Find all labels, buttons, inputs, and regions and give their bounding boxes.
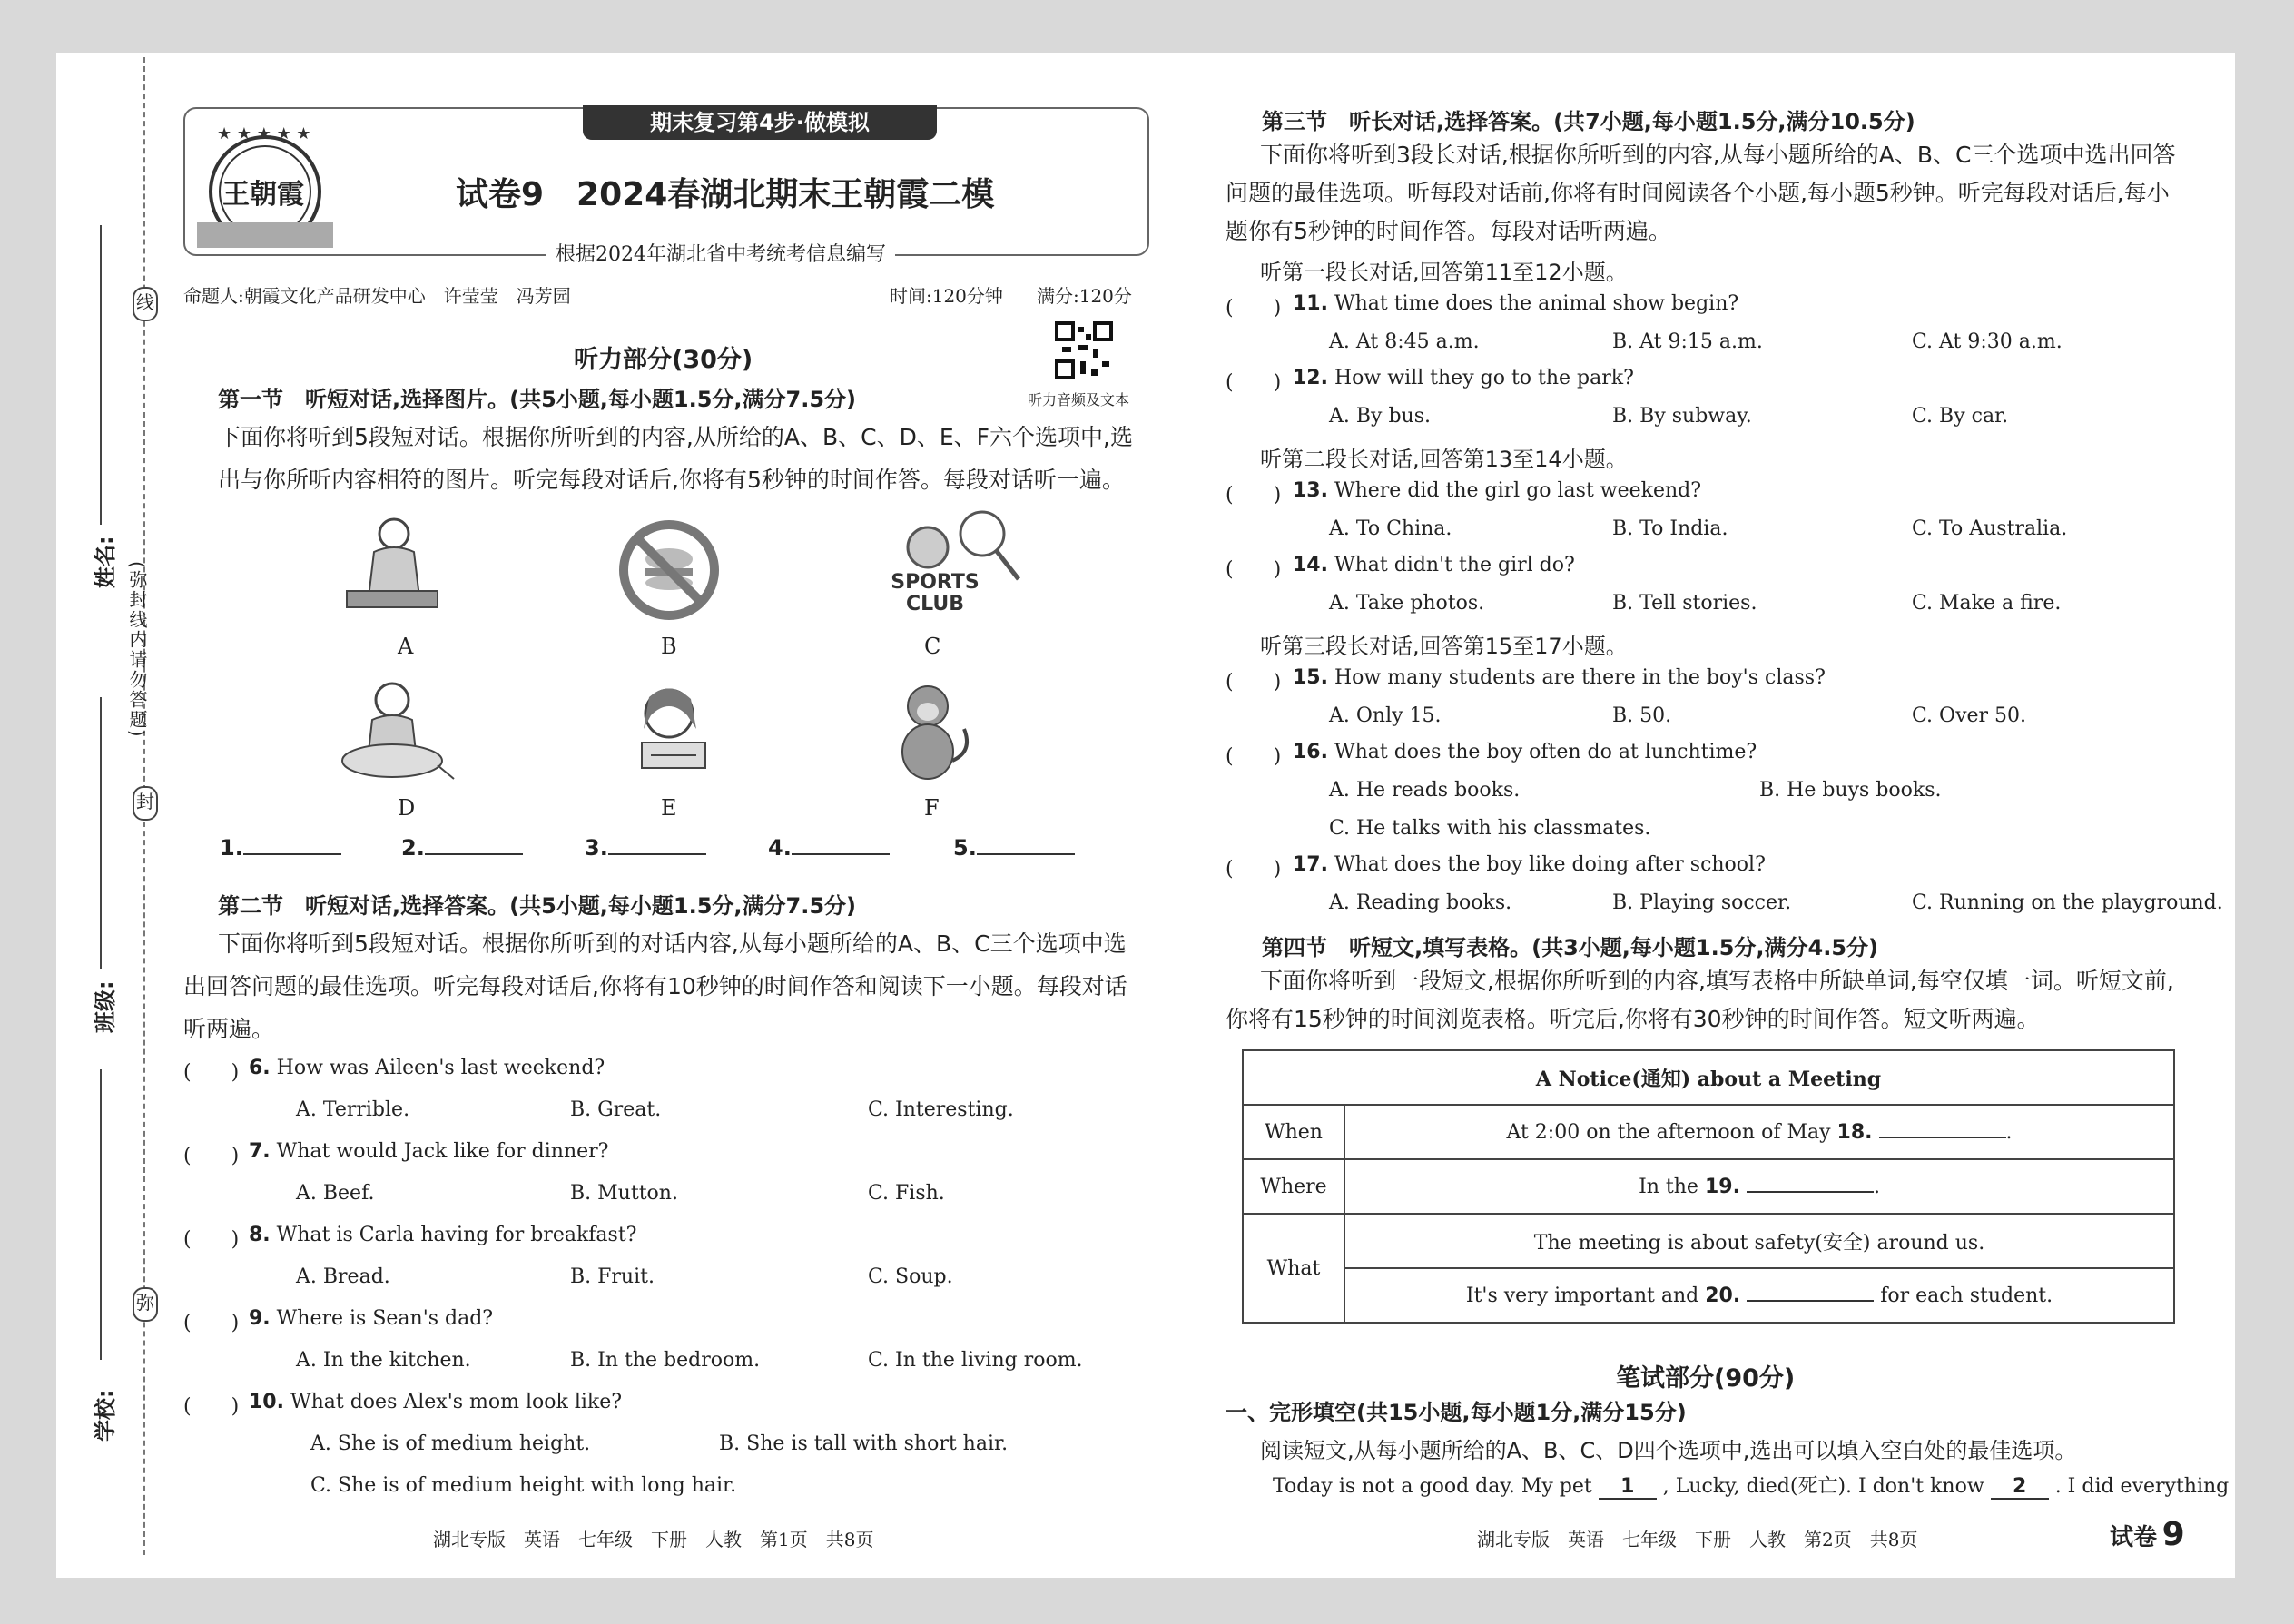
section1-instructions: 下面你将听到5段短对话。根据你所听到的内容,从所给的A、B、C、D、E、F六个选项中,选出与你所听内容相符的图片。听完每段对话后,你将有5秒钟的时间作答。每段对话听一遍。 [218,424,1133,493]
picture-b [615,516,724,625]
sports-club-text: SPORTS CLUB [891,571,980,615]
paper-number: 9 [2161,1516,2185,1553]
step-banner: 期末复习第4步·做模拟 [583,105,937,140]
question-text: What would Jack like for dinner? [276,1140,609,1163]
option: B. Fruit. [570,1265,655,1288]
name-line [100,225,102,525]
woman-washing-icon [329,674,456,792]
question-number: 19. [1704,1175,1740,1198]
option: C. Interesting. [868,1098,1014,1121]
answer-paren[interactable]: ( ) [183,1228,240,1251]
option: C. Make a fire. [1912,592,2062,615]
picture-label-b: B [661,634,677,659]
where-cell: In the 19. . [1344,1159,2174,1214]
picture-f [878,679,978,788]
option: A. Terrible. [296,1098,410,1121]
passage-text: Today is not a good day. My pet [1273,1475,1592,1498]
cloze-passage [1273,1471,2229,1500]
picture-a [338,511,447,638]
answer-paren[interactable]: ( ) [1226,671,1282,694]
binding-mark-xian: 线 [133,287,158,321]
blank-number: 3. [585,835,608,861]
picture-label-e: E [661,795,677,821]
picture-d [329,674,456,792]
qr-code-icon [1055,321,1113,379]
cloze-blank-1[interactable]: 1 [1599,1475,1657,1500]
answer-blank-1[interactable] [220,835,341,861]
svg-text:★ ★ ★ ★ ★: ★ ★ ★ ★ ★ [217,124,311,143]
option: C. She is of medium height with long hair. [310,1474,737,1497]
school-label: 学校: [93,1389,118,1442]
question-9 [249,1307,493,1330]
answer-blank-20[interactable] [1747,1300,1874,1302]
option: B. Tell stories. [1612,592,1757,615]
group1-note: 听第一段长对话,回答第11至12小题。 [1260,260,1628,285]
when-text: At 2:00 on the afternoon of May [1506,1120,1831,1144]
cloze-blank-2[interactable]: 2 [1991,1475,2049,1500]
class-label: 班级: [93,980,118,1033]
listening-heading: 听力部分(30分) [574,346,753,374]
answer-blank-18[interactable] [1879,1137,2006,1138]
question-number: 12. [1293,367,1328,389]
name-label: 姓名: [93,536,118,588]
answer-paren[interactable]: ( ) [1226,558,1282,581]
answer-blank-4[interactable] [768,835,890,861]
section2-instructions: 下面你将听到5段短对话。根据你所听到的对话内容,从每小题所给的A、B、C三个选项中选出回答问题的最佳选项。听完每段对话后,你将有10秒钟的时间作答和阅读下一小题。每段对话听两遍。 [183,930,1127,1042]
option: C. Running on the playground. [1912,891,2223,914]
option: B. At 9:15 a.m. [1612,330,1763,353]
section3-instructions: 下面你将听到3段长对话,根据你所听到的内容,从每小题所给的A、B、C三个选项中选出回答问题的最佳选项。听每段对话前,你将有时间阅读各个小题,每小题5秒钟。听完每段对话后,每小题你有5秒钟的时间作答。每段对话听两遍。 [1226,142,2176,244]
option: B. Mutton. [570,1182,678,1205]
what-text-pre: It's very important and [1465,1284,1699,1307]
no-burger-icon [615,516,724,625]
group3-note: 听第三段长对话,回答第15至17小题。 [1260,634,1628,659]
passage-text: , Lucky, died(死亡). I don't know [1662,1475,1984,1498]
notice-table [1242,1049,2175,1324]
binding-notice: (弥封线内请勿答题) [126,561,148,739]
answer-blank-19[interactable] [1747,1191,1874,1193]
full-score: 满分:120分 [1037,285,1132,307]
picture-e [624,679,724,788]
answer-paren[interactable]: ( ) [183,1395,240,1418]
option: C. In the living room. [868,1349,1083,1372]
answer-paren[interactable]: ( ) [1226,484,1282,507]
writing-heading: 笔试部分(90分) [1616,1364,1796,1393]
where-text: In the [1639,1175,1698,1198]
question-text: What does Alex's mom look like? [290,1391,623,1413]
question-number: 7. [249,1140,271,1163]
section4-instructions: 下面你将听到一段短文,根据你所听到的内容,填写表格中所缺单词,每空仅填一词。听短文前,你将有15秒钟的时间浏览表格。听完后,你将有30秒钟的时间作答。短文听两遍。 [1226,968,2174,1032]
question-number: 13. [1293,479,1328,502]
question-number: 11. [1293,292,1328,315]
option: B. In the bedroom. [570,1349,761,1372]
option: A. Only 15. [1329,704,1442,727]
option: B. Great. [570,1098,662,1121]
picture-label-f: F [924,795,940,821]
question-number: 15. [1293,666,1328,689]
page-title: 试卷9 2024春湖北期末王朝霞二模 [456,176,995,213]
when-cell: At 2:00 on the afternoon of May 18. . [1344,1105,2174,1159]
what-text-post: for each student. [1880,1284,2053,1307]
option: A. He reads books. [1329,779,1521,802]
question-16 [1293,741,1757,763]
answer-paren[interactable]: ( ) [1226,858,1282,881]
option: A. Bread. [296,1265,390,1288]
question-6 [249,1057,605,1079]
question-number: 6. [249,1057,271,1079]
option: B. By subway. [1612,405,1752,428]
option: C. To Australia. [1912,517,2068,540]
question-11 [1293,292,1738,315]
question-number: 17. [1293,853,1328,876]
answer-blank-5[interactable] [953,835,1075,861]
qr-code [1055,321,1113,379]
question-number: 10. [249,1391,284,1413]
where-label: Where [1243,1159,1344,1214]
passage-text: . I did everything [2054,1475,2230,1498]
option: C. By car. [1912,405,2009,428]
binding-mark-mi: 弥 [133,1287,158,1322]
question-number: 20. [1705,1284,1741,1307]
answer-paren[interactable]: ( ) [183,1061,240,1084]
blank-number: 1. [220,835,243,861]
answer-paren[interactable]: ( ) [1226,371,1282,394]
option: A. To China. [1329,517,1452,540]
paper-label [2110,1516,2185,1553]
footer-left: 湖北专版 英语 七年级 下册 人教 第1页 共8页 [433,1529,874,1550]
subtitle: 根据2024年湖北省中考统考信息编写 [546,239,895,267]
option: C. He talks with his classmates. [1329,817,1651,840]
monkey-icon [878,679,978,788]
section3-heading: 第三节 听长对话,选择答案。(共7小题,每小题1.5分,满分10.5分) [1262,109,1915,134]
question-12 [1293,367,1634,389]
option: C. Over 50. [1912,704,2027,727]
binding-mark-feng: 封 [133,786,158,821]
question-text: What does the boy like doing after school? [1334,853,1766,876]
when-label: When [1243,1105,1344,1159]
question-15 [1293,666,1826,689]
option: A. In the kitchen. [296,1349,471,1372]
question-text: Where did the girl go last weekend? [1334,479,1702,502]
question-text: How many students are there in the boy's class? [1334,666,1826,689]
answer-paren[interactable]: ( ) [1226,745,1282,768]
qr-caption: 听力音频及文本 [1028,391,1130,408]
option: B. To India. [1612,517,1728,540]
question-text: What time does the animal show begin? [1334,292,1739,315]
answer-paren[interactable]: ( ) [1226,297,1282,320]
option: A. Take photos. [1329,592,1485,615]
question-14 [1293,554,1575,576]
logo-badge [197,121,333,257]
notice-title: A Notice(通知) about a Meeting [1243,1050,2174,1105]
question-10 [249,1391,622,1413]
what-row2 [1344,1268,2174,1323]
option: B. 50. [1612,704,1672,727]
question-text: Where is Sean's dad? [276,1307,494,1330]
what-row1: The meeting is about safety(安全) around us. [1344,1214,2174,1268]
answer-blank-2[interactable] [401,835,523,861]
question-13 [1293,479,1701,502]
logo-text: 王朝霞 [222,179,304,211]
question-number: 14. [1293,554,1328,576]
authors: 命题人:朝霞文化产品研发中心 许莹莹 冯芳园 [183,285,571,307]
answer-blank-3[interactable] [585,835,706,861]
answer-paren[interactable]: ( ) [183,1312,240,1334]
woman-cooking-icon [338,511,447,620]
picture-c [873,507,1028,634]
class-line [100,697,102,969]
question-text: How was Aileen's last weekend? [276,1057,605,1079]
option: A. At 8:45 a.m. [1329,330,1480,353]
question-text: What does the boy often do at lunchtime? [1334,741,1757,763]
question-number: 8. [249,1224,271,1246]
question-number: 18. [1836,1120,1873,1144]
option: C. Fish. [868,1182,945,1205]
option: A. By bus. [1329,405,1431,428]
exam-sheet [56,53,2235,1578]
school-line [100,1069,102,1360]
blank-number: 4. [768,835,792,861]
blank-number: 5. [953,835,977,861]
time: 时间:120分钟 [890,285,1003,307]
paper-label-text: 试卷 [2110,1524,2158,1551]
question-17 [1293,853,1766,876]
section2-heading: 第二节 听短对话,选择答案。(共5小题,每小题1.5分,满分7.5分) [218,893,857,919]
section1-heading: 第一节 听短对话,选择图片。(共5小题,每小题1.5分,满分7.5分) [218,387,857,412]
footer-right: 湖北专版 英语 七年级 下册 人教 第2页 共8页 [1477,1529,1918,1550]
option: C. At 9:30 a.m. [1912,330,2063,353]
part1-heading: 一、完形填空(共15小题,每小题1分,满分15分) [1226,1400,1687,1425]
question-text: What is Carla having for breakfast? [276,1224,637,1246]
option: C. Soup. [868,1265,953,1288]
question-number: 9. [249,1307,271,1330]
option: B. She is tall with short hair. [719,1432,1009,1455]
girl-writing-icon [624,679,724,788]
what-label: What [1243,1214,1344,1323]
picture-label-d: D [398,795,416,821]
section4-heading: 第四节 听短文,填写表格。(共3小题,每小题1.5分,满分4.5分) [1262,935,1879,960]
option: A. She is of medium height. [310,1432,591,1455]
question-text: How will they go to the park? [1334,367,1634,389]
option: B. Playing soccer. [1612,891,1792,914]
question-text: What didn't the girl do? [1334,554,1575,576]
picture-label-a: A [398,634,414,659]
part1-instructions: 阅读短文,从每小题所给的A、B、C、D四个选项中,选出可以填入空白处的最佳选项。 [1260,1438,2077,1463]
question-7 [249,1140,608,1163]
option: A. Reading books. [1329,891,1512,914]
question-number: 16. [1293,741,1328,763]
option: B. He buys books. [1759,779,1942,802]
option: A. Beef. [296,1182,375,1205]
question-8 [249,1224,636,1246]
blank-number: 2. [401,835,425,861]
group2-note: 听第二段长对话,回答第13至14小题。 [1260,447,1628,472]
picture-label-c: C [924,634,941,659]
answer-paren[interactable]: ( ) [183,1145,240,1167]
